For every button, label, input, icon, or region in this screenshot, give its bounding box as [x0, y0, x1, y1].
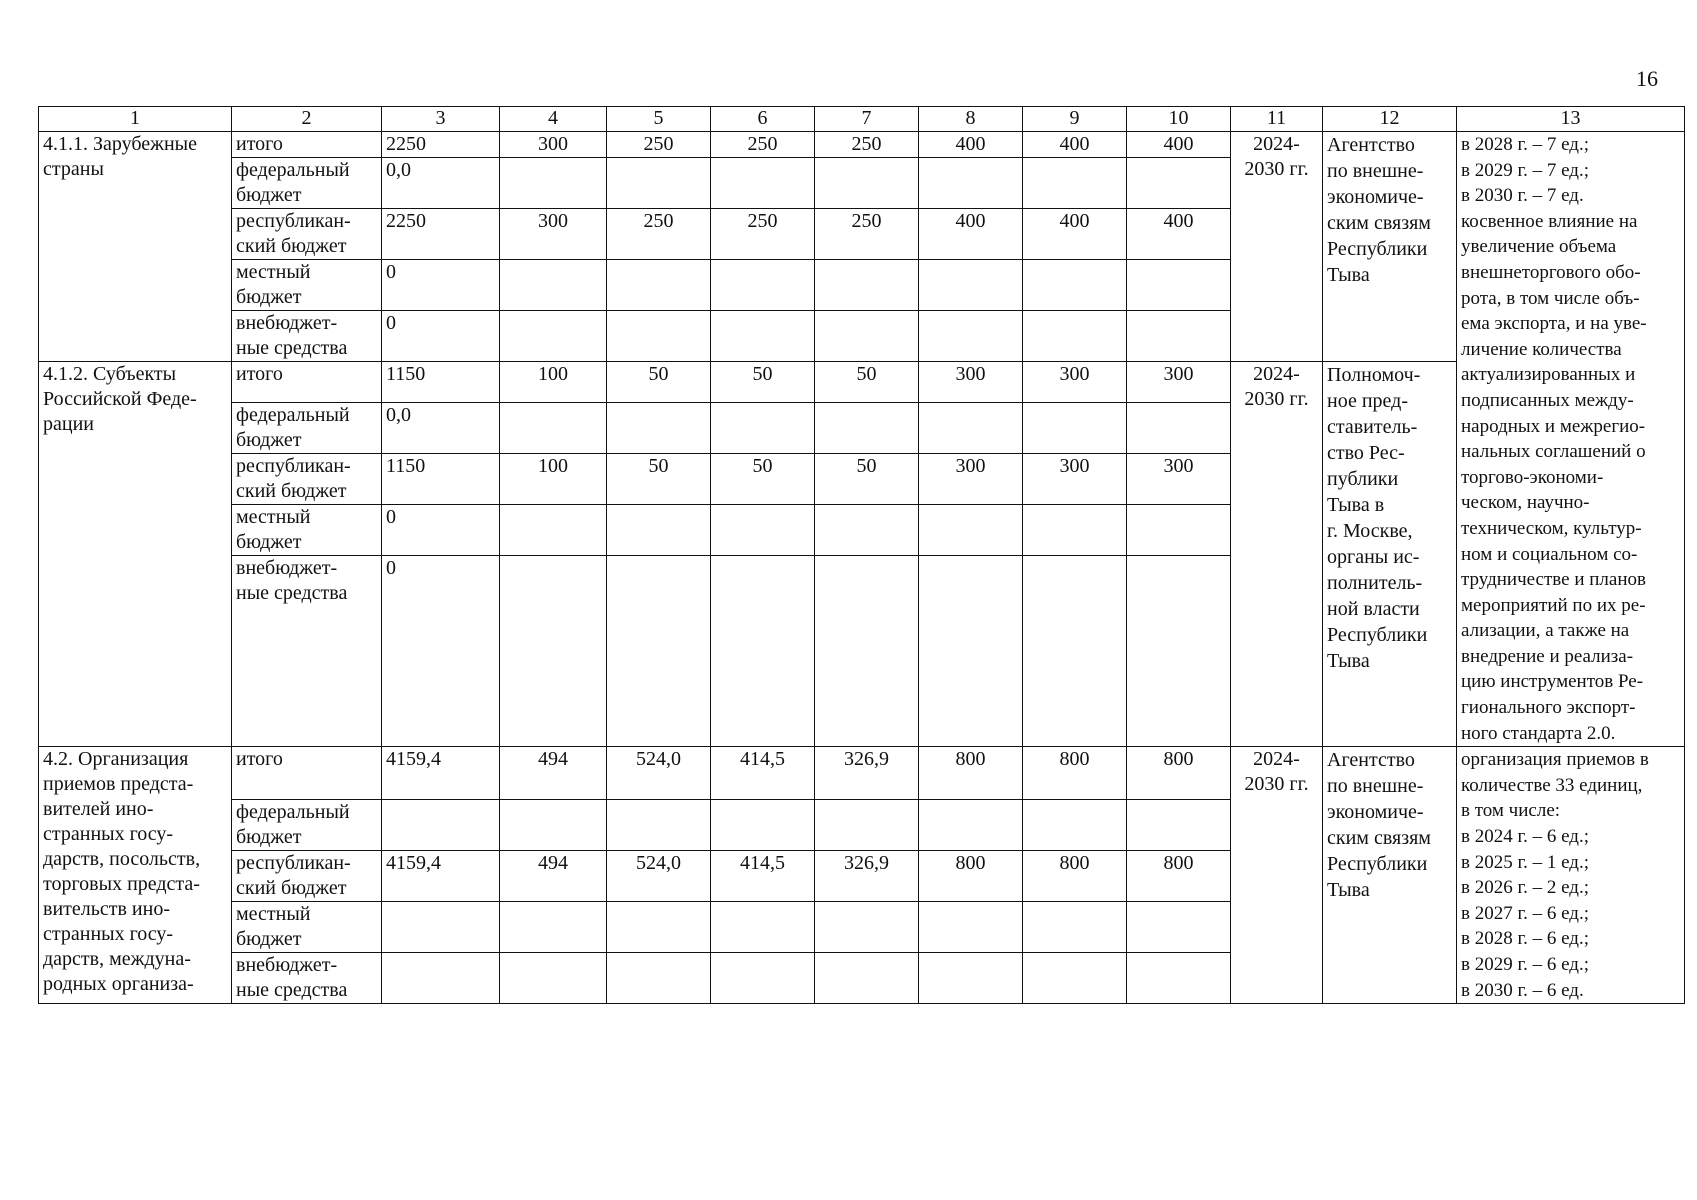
funding-source-line: бюджет: [236, 826, 302, 849]
value-cell: 800: [1023, 747, 1127, 800]
value-cell: 0: [382, 556, 500, 747]
value-cell: 4159,4: [382, 747, 500, 800]
value-cell: [500, 505, 607, 556]
value-cell: 250: [711, 132, 815, 158]
value-cell: [815, 260, 919, 311]
funding-source: [232, 953, 382, 1004]
funding-source-line: ский бюджет: [236, 235, 347, 257]
table-row: [39, 132, 1685, 158]
section-name-line: дарств, посольств,: [43, 848, 201, 871]
executor-line: г. Москве,: [1327, 520, 1413, 542]
value-cell: [607, 311, 711, 362]
value-cell: [607, 260, 711, 311]
funding-source-line: бюджет: [236, 184, 302, 206]
value-cell: [1023, 505, 1127, 556]
value-cell: [1023, 953, 1127, 1004]
value-cell: [919, 158, 1023, 209]
value-cell: [500, 902, 607, 953]
value-cell: 400: [1127, 132, 1231, 158]
header-cell: 12: [1323, 107, 1457, 132]
value-cell: 250: [815, 132, 919, 158]
value-cell: 400: [1023, 209, 1127, 260]
section-name-line: дарств, междуна-: [43, 948, 191, 971]
value-cell: [1023, 403, 1127, 454]
section-name: [39, 132, 232, 362]
funding-source-line: ные средства: [236, 979, 348, 1002]
value-cell: [815, 953, 919, 1004]
value-cell: 300: [1023, 454, 1127, 505]
executor-cell: [1323, 362, 1457, 747]
executor-line: ное пред-: [1327, 390, 1408, 412]
value-cell: [607, 953, 711, 1004]
result-note-line: ном и социальном со-: [1461, 543, 1638, 565]
funding-source-line: местный: [236, 261, 311, 283]
value-cell: 300: [919, 454, 1023, 505]
header-row: [39, 107, 1685, 132]
header-cell: 5: [607, 107, 711, 132]
period-cell: [1231, 362, 1323, 747]
funding-source: [232, 747, 382, 800]
value-cell: [607, 800, 711, 851]
section-name: [39, 362, 232, 747]
value-cell: [919, 953, 1023, 1004]
executor-line: Республики: [1327, 624, 1428, 646]
value-cell: [1127, 953, 1231, 1004]
value-cell: [815, 556, 919, 747]
result-note-line: внедрение и реализа-: [1461, 645, 1634, 667]
executor-line: Тыва в: [1327, 494, 1385, 516]
period-line: 2030 гг.: [1244, 158, 1309, 180]
funding-source: [232, 403, 382, 454]
value-cell: [1127, 311, 1231, 362]
value-cell: 800: [1127, 747, 1231, 800]
value-cell: [1127, 556, 1231, 747]
funding-source-line: республикан-: [236, 852, 351, 875]
result-note-line: гионального экспорт-: [1461, 697, 1636, 719]
value-cell: 326,9: [815, 747, 919, 800]
value-cell: [919, 556, 1023, 747]
funding-source-line: итого: [236, 363, 283, 385]
period-line: 2024-: [1253, 748, 1300, 771]
result-note: [1457, 132, 1685, 747]
value-cell: [711, 505, 815, 556]
value-cell: [500, 311, 607, 362]
value-cell: 0,0: [382, 403, 500, 454]
value-cell: [1023, 800, 1127, 851]
funding-source: [232, 505, 382, 556]
value-cell: [607, 902, 711, 953]
section-name-line: Российской Феде-: [43, 388, 197, 410]
value-cell: 800: [1127, 851, 1231, 902]
value-cell: 100: [500, 362, 607, 403]
value-cell: 400: [1127, 209, 1231, 260]
value-cell: 524,0: [607, 747, 711, 800]
header-cell: 13: [1457, 107, 1685, 132]
value-cell: 326,9: [815, 851, 919, 902]
value-cell: [815, 505, 919, 556]
value-cell: [919, 403, 1023, 454]
executor-line: ной власти: [1327, 598, 1420, 620]
header-cell: 7: [815, 107, 919, 132]
funding-source: [232, 132, 382, 158]
result-note-line: организация приемов в: [1461, 749, 1649, 771]
funding-source-line: федеральный: [236, 404, 350, 427]
period-line: 2030 гг.: [1244, 388, 1309, 410]
value-cell: 0: [382, 260, 500, 311]
funding-source-line: ные средства: [236, 582, 348, 605]
funding-source-line: федеральный: [236, 159, 350, 181]
value-cell: 1150: [382, 454, 500, 505]
executor-cell: [1323, 747, 1457, 1004]
value-cell: [711, 260, 815, 311]
value-cell: 250: [607, 132, 711, 158]
table-row: [39, 362, 1685, 403]
value-cell: [815, 403, 919, 454]
header-cell: 9: [1023, 107, 1127, 132]
funding-source-line: бюджет: [236, 429, 302, 452]
period-line: 2030 гг.: [1244, 773, 1309, 796]
header-cell: 2: [232, 107, 382, 132]
value-cell: [919, 902, 1023, 953]
value-cell: [711, 311, 815, 362]
result-note-line: косвенное влияние на: [1461, 210, 1638, 232]
value-cell: [711, 953, 815, 1004]
executor-line: Агентство: [1327, 134, 1415, 156]
executor-line: Агентство: [1327, 749, 1415, 772]
value-cell: 300: [500, 132, 607, 158]
funding-source-line: ные средства: [236, 337, 348, 359]
value-cell: 50: [815, 362, 919, 403]
value-cell: 250: [607, 209, 711, 260]
value-cell: 300: [1127, 454, 1231, 505]
value-cell: [711, 556, 815, 747]
value-cell: 414,5: [711, 851, 815, 902]
result-note-line: ализации, а также на: [1461, 620, 1630, 642]
value-cell: 300: [919, 362, 1023, 403]
funding-source-line: ский бюджет: [236, 877, 347, 900]
value-cell: [500, 556, 607, 747]
value-cell: [500, 953, 607, 1004]
executor-line: Тыва: [1327, 650, 1370, 672]
header-cell: 11: [1231, 107, 1323, 132]
header-cell: 6: [711, 107, 815, 132]
budget-table: [38, 106, 1685, 1004]
executor-line: органы ис-: [1327, 546, 1420, 568]
value-cell: [607, 158, 711, 209]
executor-line: экономиче-: [1327, 801, 1424, 824]
result-note: [1457, 747, 1685, 1004]
value-cell: 800: [919, 747, 1023, 800]
funding-source-line: местный: [236, 506, 311, 529]
value-cell: 400: [919, 132, 1023, 158]
table-row: [39, 747, 1685, 800]
funding-source-line: федеральный: [236, 801, 350, 824]
funding-source-line: республикан-: [236, 210, 351, 232]
value-cell: [815, 800, 919, 851]
section-name-line: приемов предста-: [43, 773, 194, 796]
value-cell: 494: [500, 747, 607, 800]
value-cell: 400: [1023, 132, 1127, 158]
value-cell: 100: [500, 454, 607, 505]
value-cell: [1023, 902, 1127, 953]
section-name-line: торговых предста-: [43, 873, 200, 896]
value-cell: [382, 902, 500, 953]
value-cell: 1150: [382, 362, 500, 403]
funding-source: [232, 851, 382, 902]
funding-source: [232, 260, 382, 311]
value-cell: [500, 403, 607, 454]
value-cell: 50: [711, 362, 815, 403]
result-note-line: в 2024 г. – 6 ед.;: [1461, 826, 1589, 848]
result-note-line: ема экспорта, и на уве-: [1461, 313, 1647, 335]
executor-line: ским связям: [1327, 212, 1431, 234]
funding-source-line: бюджет: [236, 928, 302, 951]
result-note-line: народных и межрегио-: [1461, 415, 1646, 437]
value-cell: 800: [1023, 851, 1127, 902]
section-name: [39, 747, 232, 1004]
funding-source: [232, 311, 382, 362]
result-note-line: количестве 33 единиц,: [1461, 774, 1643, 796]
executor-line: Республики: [1327, 238, 1428, 260]
funding-source: [232, 209, 382, 260]
value-cell: 300: [1023, 362, 1127, 403]
period-line: 2024-: [1253, 133, 1300, 155]
value-cell: [1023, 556, 1127, 747]
value-cell: [500, 800, 607, 851]
value-cell: 524,0: [607, 851, 711, 902]
result-note-line: ческом, научно-: [1461, 492, 1590, 514]
value-cell: [1023, 260, 1127, 311]
value-cell: [815, 902, 919, 953]
result-note-line: цию инструментов Ре-: [1461, 671, 1644, 693]
header-cell: 8: [919, 107, 1023, 132]
executor-line: экономиче-: [1327, 186, 1424, 208]
result-note-line: трудничестве и планов: [1461, 569, 1646, 591]
result-note-line: в 2027 г. – 6 ед.;: [1461, 902, 1589, 924]
value-cell: 494: [500, 851, 607, 902]
result-note-line: в 2028 г. – 7 ед.;: [1461, 134, 1589, 155]
page-number: 16: [1636, 66, 1658, 91]
executor-line: публики: [1327, 468, 1399, 490]
header-cell: 1: [39, 107, 232, 132]
value-cell: 2250: [382, 209, 500, 260]
header-cell: 4: [500, 107, 607, 132]
funding-source-line: внебюджет-: [236, 557, 338, 580]
executor-line: по внешне-: [1327, 160, 1424, 182]
value-cell: [815, 158, 919, 209]
value-cell: 300: [1127, 362, 1231, 403]
result-note-line: увеличение объема: [1461, 236, 1617, 258]
value-cell: [711, 158, 815, 209]
value-cell: [1127, 158, 1231, 209]
value-cell: [500, 260, 607, 311]
value-cell: 250: [711, 209, 815, 260]
result-note-line: рота, в том числе объ-: [1461, 287, 1640, 309]
executor-line: Тыва: [1327, 264, 1370, 286]
header-cell: 10: [1127, 107, 1231, 132]
section-name-line: 4.2. Организация: [43, 748, 189, 771]
value-cell: [919, 311, 1023, 362]
header-cell: 3: [382, 107, 500, 132]
value-cell: [711, 800, 815, 851]
value-cell: 0: [382, 505, 500, 556]
executor-line: ставитель-: [1327, 416, 1418, 438]
value-cell: [1023, 158, 1127, 209]
section-name-line: вительств ино-: [43, 898, 170, 921]
value-cell: [1127, 902, 1231, 953]
funding-source-line: местный: [236, 903, 311, 926]
value-cell: 2250: [382, 132, 500, 158]
result-note-line: в 2025 г. – 1 ед.;: [1461, 851, 1589, 873]
value-cell: 50: [607, 454, 711, 505]
value-cell: [382, 953, 500, 1004]
funding-source-line: итого: [236, 133, 283, 155]
executor-line: Полномоч-: [1327, 364, 1421, 386]
result-note-line: ного стандарта 2.0.: [1461, 722, 1616, 744]
executor-cell: [1323, 132, 1457, 362]
executor-line: ство Рес-: [1327, 442, 1405, 464]
executor-line: ским связям: [1327, 827, 1431, 850]
result-note-line: в 2029 г. – 6 ед.;: [1461, 954, 1589, 975]
funding-source: [232, 556, 382, 747]
value-cell: 50: [607, 362, 711, 403]
value-cell: 800: [919, 851, 1023, 902]
section-name-line: 4.1.2. Субъекты: [43, 363, 177, 385]
value-cell: [1127, 800, 1231, 851]
funding-source: [232, 158, 382, 209]
value-cell: [1127, 260, 1231, 311]
funding-source: [232, 800, 382, 851]
value-cell: 0: [382, 311, 500, 362]
funding-source-line: ский бюджет: [236, 480, 347, 503]
value-cell: [919, 800, 1023, 851]
value-cell: 50: [711, 454, 815, 505]
result-note-line: в 2030 г. – 7 ед.: [1461, 185, 1584, 207]
funding-source-line: бюджет: [236, 531, 302, 554]
result-note-line: в том числе:: [1461, 800, 1561, 822]
funding-source-line: бюджет: [236, 286, 302, 308]
executor-line: Республики: [1327, 853, 1428, 876]
section-name-line: вителей ино-: [43, 798, 154, 821]
result-note-line: актуализированных и: [1461, 364, 1636, 386]
executor-line: полнитель-: [1327, 572, 1423, 594]
funding-source-line: внебюджет-: [236, 954, 338, 977]
result-note-line: техническом, культур-: [1461, 517, 1642, 539]
value-cell: 0,0: [382, 158, 500, 209]
value-cell: [711, 902, 815, 953]
value-cell: [919, 260, 1023, 311]
result-note-line: в 2026 г. – 2 ед.;: [1461, 877, 1589, 899]
value-cell: 414,5: [711, 747, 815, 800]
value-cell: [607, 403, 711, 454]
funding-source: [232, 362, 382, 403]
value-cell: [1023, 311, 1127, 362]
executor-line: по внешне-: [1327, 775, 1424, 798]
funding-source-line: республикан-: [236, 455, 351, 478]
value-cell: [607, 556, 711, 747]
section-name-line: родных организа-: [43, 973, 194, 996]
result-note-line: торгово-экономи-: [1461, 466, 1604, 488]
value-cell: [500, 158, 607, 209]
funding-source: [232, 902, 382, 953]
value-cell: [711, 403, 815, 454]
section-name-line: 4.1.1. Зарубежные: [43, 133, 197, 155]
value-cell: [382, 800, 500, 851]
period-line: 2024-: [1253, 363, 1300, 385]
section-name-line: странных госу-: [43, 823, 174, 846]
executor-line: Тыва: [1327, 879, 1370, 902]
value-cell: 400: [919, 209, 1023, 260]
result-note-line: в 2029 г. – 7 ед.;: [1461, 159, 1589, 181]
value-cell: [1127, 505, 1231, 556]
result-note-line: внешнеторгового обо-: [1461, 261, 1641, 283]
value-cell: [919, 505, 1023, 556]
funding-source: [232, 454, 382, 505]
value-cell: 50: [815, 454, 919, 505]
result-note-line: нальных соглашений о: [1461, 441, 1646, 463]
value-cell: 250: [815, 209, 919, 260]
result-note-line: мероприятий по их ре-: [1461, 594, 1646, 616]
value-cell: [815, 311, 919, 362]
section-name-line: странных госу-: [43, 923, 174, 946]
value-cell: 4159,4: [382, 851, 500, 902]
value-cell: [607, 505, 711, 556]
result-note-line: в 2028 г. – 6 ед.;: [1461, 928, 1589, 950]
funding-source-line: внебюджет-: [236, 312, 338, 334]
period-cell: [1231, 132, 1323, 362]
funding-source-line: итого: [236, 748, 283, 771]
period-cell: [1231, 747, 1323, 1004]
value-cell: [1127, 403, 1231, 454]
result-note-line: личение количества: [1461, 338, 1622, 360]
section-name-line: рации: [43, 413, 94, 435]
result-note-line: подписанных между-: [1461, 389, 1634, 411]
result-note-line: в 2030 г. – 6 ед.: [1461, 979, 1584, 1001]
table-body: [39, 107, 1685, 1004]
value-cell: 300: [500, 209, 607, 260]
section-name-line: страны: [43, 158, 104, 180]
